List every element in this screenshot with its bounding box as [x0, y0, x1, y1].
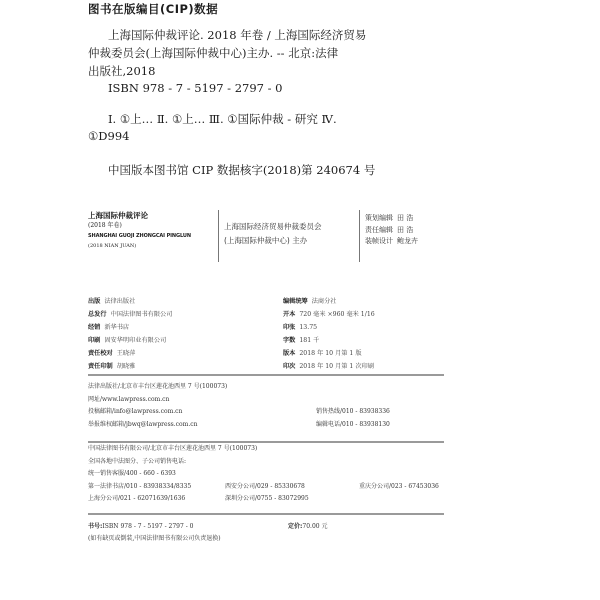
book-title-cn: 上海国际仲裁评论	[88, 211, 148, 220]
pub-value: 中国法律图书有限公司	[110, 310, 173, 318]
bookstore-phone: 第一法律书店/010 - 83938334/8335	[88, 482, 192, 490]
pub-label: 出版	[88, 298, 101, 305]
footer-block	[88, 521, 448, 545]
organizer-line-1: 上海国际经济贸易仲裁委员会	[224, 222, 322, 231]
pub-label: 印次	[283, 362, 296, 370]
publication-info-left	[88, 296, 172, 373]
publisher-contact	[88, 381, 390, 431]
isbn-value: ISBN 978 - 7 - 5197 - 2797 - 0	[102, 523, 194, 530]
price-value: 70.00 元	[302, 523, 328, 530]
pub-value: 新华书店	[104, 323, 130, 331]
divider-vertical	[359, 210, 360, 262]
pub-value: 王晓萍	[116, 349, 136, 357]
cip-line-2: 仲裁委员会(上海国际仲裁中心)主办. -- 北京:法律	[88, 46, 339, 60]
isbn-label: 书号:	[88, 523, 103, 530]
pub-value: 2018 年 10 月第 1 版	[299, 349, 362, 357]
pub-value: 固安华明印业有限公司	[104, 336, 167, 344]
distributor-intro: 全国各地中法图分、子公司销售电话:	[88, 457, 187, 465]
cip-classification-2: ①D994	[88, 129, 130, 143]
pub-label: 开本	[283, 310, 296, 318]
report-email[interactable]: 举报维权邮箱/jbwq@lawpress.com.cn	[88, 420, 198, 428]
chongqing-branch-phone: 重庆分公司/023 - 67453036	[359, 482, 439, 490]
sales-hotline: 销售热线/010 - 83938336	[316, 408, 390, 416]
pub-value: 181 千	[299, 336, 320, 344]
publisher-address: 法律出版社/北京市丰台区莲花池西里 7 号(100073)	[88, 383, 228, 390]
price-label: 定价:	[288, 523, 303, 530]
submission-email[interactable]: 投稿邮箱/info@lawpress.com.cn	[88, 408, 183, 416]
return-notice: (如有缺页或倒装,中国法律图书有限公司负责退换)	[88, 535, 221, 542]
divider-rule-3	[88, 513, 444, 515]
cip-record-number: 中国版本图书馆 CIP 数据核字(2018)第 240674 号	[108, 163, 376, 177]
pub-label: 总发行	[88, 310, 107, 318]
editor-label: 策划编辑	[365, 214, 393, 222]
editor-label: 责任编辑	[365, 225, 393, 234]
cip-classification-1: Ⅰ. ①上… Ⅱ. ①上… Ⅲ. ①国际仲裁 - 研究 Ⅳ.	[108, 112, 337, 126]
divider-rule-1	[88, 374, 444, 376]
pub-value: 13.75	[299, 323, 318, 331]
pub-value: 2018 年 10 月第 1 次印刷	[299, 362, 374, 370]
cip-line-1: 上海国际仲裁评论. 2018 年卷 / 上海国际经济贸易	[108, 28, 367, 42]
editor-value: 田 浩	[397, 225, 414, 234]
pub-label: 责任印制	[88, 362, 113, 370]
organizer-line-2: (上海国际仲裁中心) 主办	[224, 236, 308, 245]
editorial-phone: 编辑电话/010 - 83938130	[316, 420, 390, 428]
editors-block	[365, 210, 418, 262]
cip-isbn: ISBN 978 - 7 - 5197 - 2797 - 0	[108, 81, 283, 95]
publisher-website[interactable]: 网址/www.lawpress.com.cn	[88, 395, 170, 403]
distributor-address: 中国法律图书有限公司/北京市丰台区莲花池西里 7 号(100073)	[88, 445, 258, 452]
xian-branch-phone: 西安分公司/029 - 85330678	[225, 482, 305, 490]
book-volume-pinyin: (2018 NIAN JUAN)	[88, 243, 137, 249]
editor-value: 田 浩	[397, 214, 414, 222]
pub-label: 字数	[283, 336, 296, 344]
pub-value: 胡晓雅	[116, 362, 136, 370]
book-title-pinyin: SHANGHAI GUOJI ZHONGCAI PINGLUN	[88, 233, 191, 239]
pub-value: 720 毫米 ×960 毫米 1/16	[299, 310, 375, 318]
pub-value: 法商分社	[311, 298, 337, 305]
pub-label: 责任校对	[88, 349, 113, 357]
editor-value: 鲍龙卉	[397, 237, 418, 245]
distributor-contact	[88, 443, 439, 506]
shenzhen-branch-phone: 深圳分公司/0755 - 83072995	[225, 495, 309, 503]
pub-label: 印张	[283, 323, 296, 331]
cip-heading: 图书在版编目(CIP)数据	[88, 2, 219, 16]
pub-label: 印刷	[88, 336, 101, 344]
pub-label: 版本	[283, 349, 296, 357]
pub-value: 法律出版社	[104, 298, 136, 305]
credits-block	[88, 210, 418, 262]
customer-service-phone: 统一销售客服/400 - 660 - 6393	[88, 470, 176, 478]
shanghai-branch-phone: 上海分公司/021 - 62071639/1636	[88, 495, 186, 503]
organizer-block	[224, 210, 354, 262]
cip-line-3: 出版社,2018	[88, 64, 156, 78]
pub-label: 经销	[88, 323, 101, 331]
divider-vertical	[218, 210, 219, 262]
pub-label: 编辑统筹	[283, 298, 308, 305]
book-title-block	[88, 210, 213, 262]
book-volume-cn: (2018 年卷)	[88, 222, 122, 229]
editor-label: 装帧设计	[365, 237, 393, 245]
publication-info-right	[283, 296, 375, 373]
